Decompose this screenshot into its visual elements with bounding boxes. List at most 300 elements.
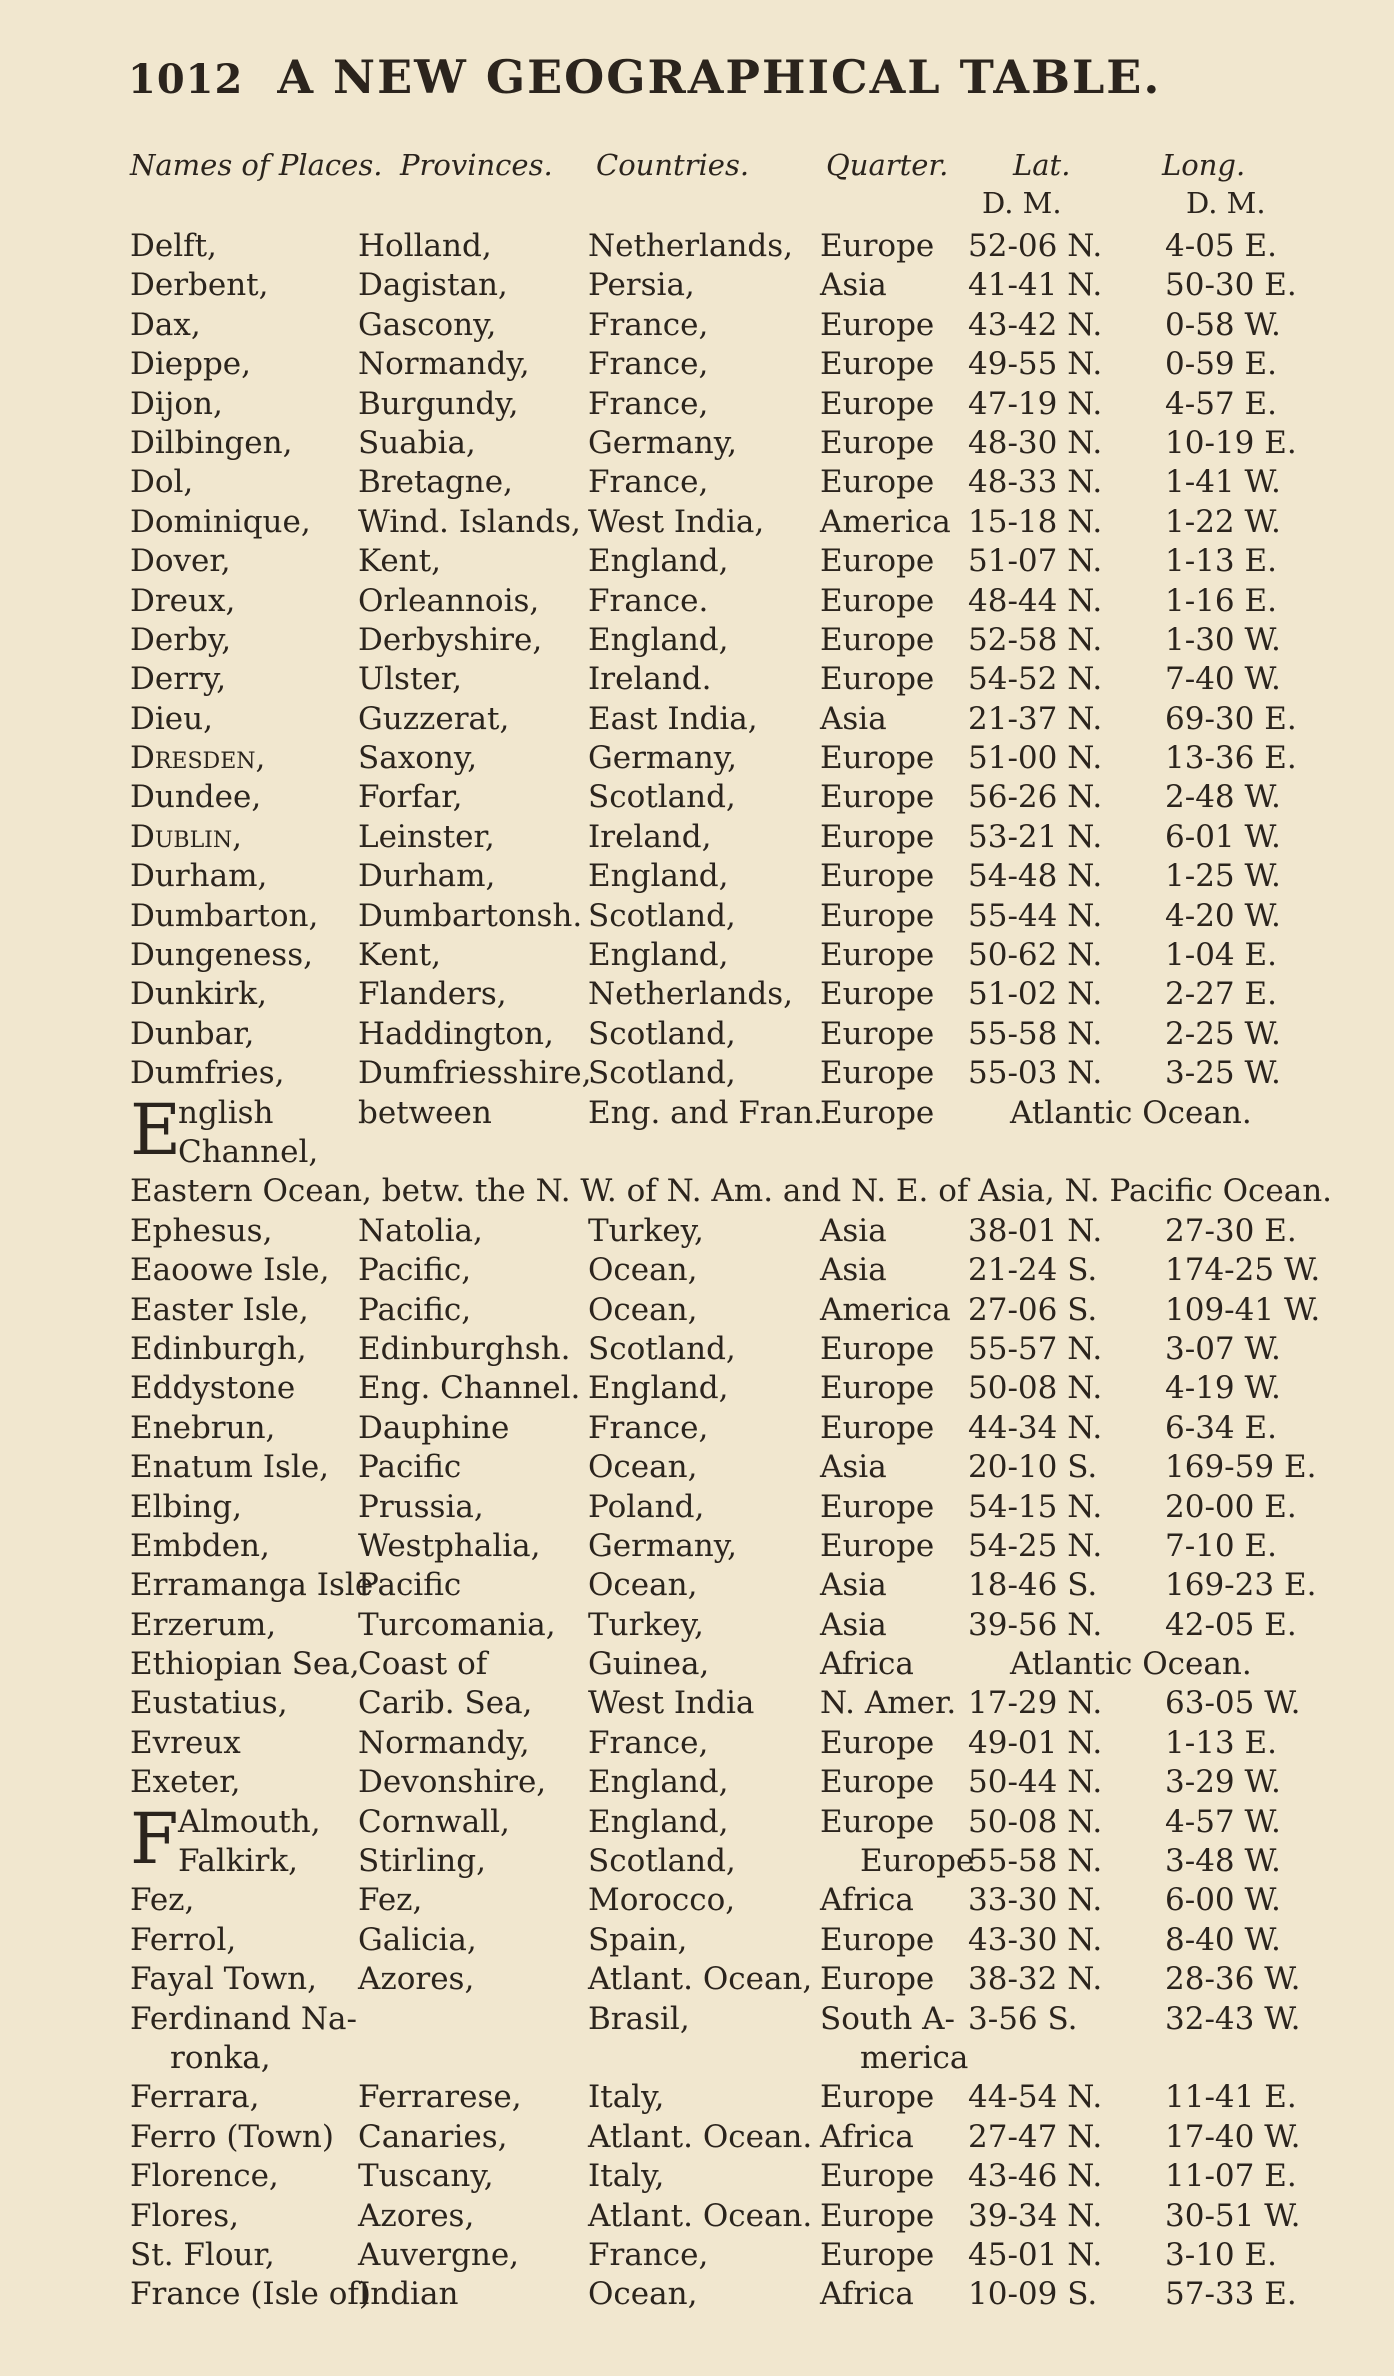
latitude: 38-01 N. [968, 1212, 1103, 1249]
quarter-continued: Europe [860, 1843, 975, 1880]
quarter: Europe [820, 1961, 935, 1998]
province: Ulster, [358, 661, 463, 698]
latitude: 52-06 N. [968, 228, 1103, 264]
place-name: Dundee, [130, 779, 262, 816]
latitude: 27-06 S. [968, 1291, 1098, 1328]
province: Leinster, [358, 818, 495, 855]
ocean-note: Atlantic Ocean. [1010, 1094, 1252, 1131]
longitude: 32-43 W. [1165, 2000, 1301, 2037]
quarter: Europe [820, 779, 935, 816]
quarter: Europe [820, 424, 935, 461]
province: Pacific [358, 1567, 462, 1604]
table-row [0, 464, 1394, 503]
country: England, [588, 1803, 729, 1840]
longitude: 6-34 E. [1165, 1409, 1277, 1446]
quarter: Europe [820, 1094, 935, 1131]
country: Ireland, [588, 818, 712, 855]
latitude: 54-15 N. [968, 1488, 1103, 1525]
latitude: 17-29 N. [968, 1685, 1103, 1722]
quarter: Europe [820, 228, 935, 264]
table-row [0, 1567, 1394, 1606]
quarter: Europe [820, 1015, 935, 1052]
table-row [0, 1055, 1394, 1094]
country: France, [588, 306, 709, 343]
latitude: 15-18 N. [968, 503, 1103, 540]
country: Ocean, [588, 1449, 698, 1486]
province: Dauphine [358, 1409, 510, 1446]
latitude: 47-19 N. [968, 385, 1103, 422]
longitude: 1-41 W. [1165, 464, 1281, 501]
table-row [0, 2158, 1394, 2197]
province: Tuscany, [358, 2158, 494, 2195]
latitude: 54-52 N. [968, 661, 1103, 698]
place-name: St. Flour, [130, 2236, 275, 2273]
table-row [0, 1331, 1394, 1370]
quarter: Asia [820, 1252, 887, 1289]
place-name: Derry, [130, 661, 227, 698]
quarter: Europe [820, 1488, 935, 1525]
latitude: 10-09 S. [968, 2276, 1098, 2313]
country: Germany, [588, 1527, 738, 1564]
longitude: 42-05 E. [1165, 1606, 1297, 1643]
country: Ocean, [588, 1567, 698, 1604]
quarter: Africa [820, 1646, 914, 1683]
country: Poland, [588, 1488, 705, 1525]
quarter: Europe [820, 1764, 935, 1801]
latitude: 38-32 N. [968, 1961, 1103, 1998]
country: Atlant. Ocean, [588, 1961, 813, 1998]
province: Cornwall, [358, 1803, 510, 1840]
province: Haddington, [358, 1015, 554, 1052]
province: Canaries, [358, 2118, 508, 2155]
province: Dagistan, [358, 267, 508, 304]
province: Auvergne, [358, 2236, 520, 2273]
table-row [0, 1410, 1394, 1449]
longitude: 1-25 W. [1165, 858, 1281, 895]
table-row [0, 661, 1394, 700]
table-row [0, 622, 1394, 661]
header-quarter: Quarter. [826, 148, 949, 182]
quarter: N. Amer. [820, 1685, 957, 1722]
place-name: Dieppe, [130, 346, 252, 383]
place-name-continued: Falkirk, [178, 1843, 298, 1880]
country: France, [588, 1409, 709, 1446]
latitude: 51-07 N. [968, 543, 1103, 580]
table-row [0, 740, 1394, 779]
table-row [0, 425, 1394, 464]
header-long: Long. [1162, 148, 1246, 182]
province: Normandy, [358, 346, 530, 383]
country-second: Scotland, [588, 1843, 736, 1880]
place-name: Delft, [130, 228, 217, 264]
drop-cap-letter: E [130, 1088, 182, 1171]
table-row [0, 267, 1394, 306]
quarter: Europe [820, 2158, 935, 2195]
table-row [0, 386, 1394, 425]
table-row [0, 937, 1394, 976]
latitude: 48-30 N. [968, 424, 1103, 461]
latitude-second: 55-58 N. [968, 1843, 1103, 1880]
country: England, [588, 1370, 729, 1407]
place-name: Dax, [130, 306, 201, 343]
province: Forfar, [358, 779, 463, 816]
place-name: Fez, [130, 1882, 195, 1919]
table-row [0, 1173, 1394, 1212]
latitude: 18-46 S. [968, 1567, 1098, 1604]
longitude: 4-57 E. [1165, 385, 1277, 422]
country: France, [588, 464, 709, 501]
place-name: Dublin, [130, 818, 242, 855]
place-name: Eddystone [130, 1370, 296, 1407]
place-name: Dunkirk, [130, 976, 267, 1013]
table-row [0, 1725, 1394, 1764]
country: France. [588, 582, 709, 619]
place-name: Dominique, [130, 503, 311, 540]
country: Scotland, [588, 1330, 736, 1367]
quarter: Europe [820, 858, 935, 895]
place-name-continued: Channel, [178, 1133, 319, 1170]
quarter: Europe [820, 582, 935, 619]
country: Turkey, [588, 1212, 704, 1249]
longitude: 27-30 E. [1165, 1212, 1297, 1249]
place-name: Dover, [130, 543, 231, 580]
degree-minute-headers [0, 186, 1394, 226]
quarter-continued: merica [860, 2040, 969, 2076]
quarter: Europe [820, 346, 935, 383]
table-row [0, 2001, 1394, 2080]
page-header [128, 50, 1161, 110]
latitude: 51-02 N. [968, 976, 1103, 1013]
place-name: Eaoowe Isle, [130, 1252, 330, 1289]
country: Ireland. [588, 661, 712, 698]
place-name: Dreux, [130, 582, 236, 619]
place-name: Ferro (Town) [130, 2118, 334, 2155]
latitude: 52-58 N. [968, 621, 1103, 658]
country: Atlant. Ocean. [588, 2197, 813, 2234]
place-name: Embden, [130, 1527, 270, 1564]
province: Indian [358, 2276, 459, 2313]
country: Brasil, [588, 2000, 690, 2037]
province: Turcomania, [358, 1606, 556, 1643]
longitude: 13-36 E. [1165, 740, 1297, 777]
table-row [0, 1292, 1394, 1331]
province: Holland, [358, 228, 492, 264]
quarter: Asia [820, 1212, 887, 1249]
longitude: 28-36 W. [1165, 1961, 1301, 1998]
longitude: 109-41 W. [1165, 1291, 1321, 1328]
country: England, [588, 937, 729, 974]
latitude: 56-26 N. [968, 779, 1103, 816]
longitude: 4-20 W. [1165, 897, 1281, 934]
place-name: Dumfries, [130, 1055, 285, 1092]
latitude: 54-48 N. [968, 858, 1103, 895]
place-name: Erramanga Isle [130, 1567, 374, 1604]
quarter: Africa [820, 2276, 914, 2313]
country: Netherlands, [588, 976, 794, 1013]
longitude: 11-07 E. [1165, 2158, 1297, 2195]
latitude: 3-56 S. [968, 2000, 1078, 2037]
province-second: Stirling, [358, 1843, 486, 1880]
place-name: Derbent, [130, 267, 269, 304]
province: Eng. Channel. [358, 1370, 581, 1407]
country: East India, [588, 700, 758, 737]
table-row [0, 858, 1394, 897]
province: Burgundy, [358, 385, 519, 422]
place-name: Fayal Town, [130, 1961, 317, 1998]
latitude: 44-54 N. [968, 2079, 1103, 2116]
header-countries: Countries. [596, 148, 750, 182]
province: Wind. Islands, [358, 503, 581, 540]
longitude: 169-59 E. [1165, 1449, 1317, 1486]
drop-cap-letter: F [130, 1797, 179, 1880]
table-row [0, 1685, 1394, 1724]
longitude: 3-07 W. [1165, 1330, 1281, 1367]
quarter: Europe [820, 937, 935, 974]
country: Persia, [588, 267, 695, 304]
table-row [0, 504, 1394, 543]
place-name: Durham, [130, 858, 268, 895]
header-names: Names of Places. [130, 148, 383, 182]
longitude: 1-13 E. [1165, 1724, 1277, 1761]
table-row [0, 1922, 1394, 1961]
latitude: 27-47 N. [968, 2118, 1103, 2155]
latitude: 50-08 N. [968, 1803, 1103, 1840]
country: Atlant. Ocean. [588, 2118, 813, 2155]
longitude: 30-51 W. [1165, 2197, 1301, 2234]
quarter: Europe [820, 2197, 935, 2234]
province: Pacific, [358, 1291, 472, 1328]
place-name: Dumbarton, [130, 897, 319, 934]
quarter: Asia [820, 1449, 887, 1486]
latitude: 53-21 N. [968, 818, 1103, 855]
country: England, [588, 543, 729, 580]
province: Westphalia, [358, 1527, 541, 1564]
longitude: 10-19 E. [1165, 424, 1297, 461]
quarter: Europe [820, 1409, 935, 1446]
quarter: Europe [820, 385, 935, 422]
country: Scotland, [588, 897, 736, 934]
longitude: 2-25 W. [1165, 1015, 1281, 1052]
country: Morocco, [588, 1882, 736, 1919]
ocean-note: Atlantic Ocean. [1010, 1646, 1252, 1683]
place-name: Dresden, [130, 740, 266, 777]
table-row [0, 346, 1394, 385]
place-name: Flores, [130, 2197, 240, 2234]
province: Galicia, [358, 1921, 477, 1958]
country: Ocean, [588, 1252, 698, 1289]
province: Prussia, [358, 1488, 484, 1525]
latitude: 50-62 N. [968, 937, 1103, 974]
place-name: Florence, [130, 2158, 279, 2195]
table-row [0, 2198, 1394, 2237]
quarter: Europe [820, 464, 935, 501]
table-row [0, 1449, 1394, 1488]
quarter: Africa [820, 2118, 914, 2155]
place-name: Dunbar, [130, 1015, 255, 1052]
table-row [0, 1213, 1394, 1252]
place-name: Dijon, [130, 385, 223, 422]
longitude: 69-30 E. [1165, 700, 1297, 737]
country: England, [588, 621, 729, 658]
longitude: 1-16 E. [1165, 582, 1277, 619]
place-full-entry: Eastern Ocean, betw. the N. W. of N. Am. and N. E. of Asia, N. Pacific Ocean. [130, 1173, 1333, 1210]
table-row [0, 819, 1394, 858]
table-row [0, 1370, 1394, 1409]
latitude: 20-10 S. [968, 1449, 1098, 1486]
longitude: 57-33 E. [1165, 2276, 1297, 2313]
latitude: 41-41 N. [968, 267, 1103, 304]
quarter: Europe [820, 1330, 935, 1367]
place-name: Exeter, [130, 1764, 241, 1801]
quarter: Europe [820, 897, 935, 934]
quarter: Asia [820, 1606, 887, 1643]
longitude: 1-04 E. [1165, 937, 1277, 974]
longitude: 20-00 E. [1165, 1488, 1297, 1525]
place-name: Edinburgh, [130, 1330, 307, 1367]
province: Flanders, [358, 976, 507, 1013]
province: Orleannois, [358, 582, 540, 619]
country: Guinea, [588, 1646, 710, 1683]
quarter: Europe [820, 1724, 935, 1761]
table-row [0, 1252, 1394, 1291]
longitude: 7-40 W. [1165, 661, 1281, 698]
latitude: 55-44 N. [968, 897, 1103, 934]
country: Italy, [588, 2079, 665, 2116]
province: Devonshire, [358, 1764, 547, 1801]
province: Azores, [358, 1961, 475, 1998]
quarter: Europe [820, 621, 935, 658]
country: France, [588, 1724, 709, 1761]
place-name: Ferrara, [130, 2079, 260, 2116]
country: Scotland, [588, 1055, 736, 1092]
place-name: Derby, [130, 621, 232, 658]
country: France, [588, 2236, 709, 2273]
place-name: Elbing, [130, 1488, 242, 1525]
quarter: Africa [820, 1882, 914, 1919]
country: England, [588, 858, 729, 895]
province: Pacific [358, 1449, 462, 1486]
place-name: Almouth, [178, 1803, 321, 1840]
longitude: 4-19 W. [1165, 1370, 1281, 1407]
table-row [0, 701, 1394, 740]
longitude: 0-58 W. [1165, 306, 1281, 343]
table-row [0, 1607, 1394, 1646]
longitude: 7-10 E. [1165, 1527, 1277, 1564]
quarter: Europe [820, 2079, 935, 2116]
longitude: 6-01 W. [1165, 818, 1281, 855]
table-row [0, 1961, 1394, 2000]
table-row [0, 1088, 1394, 1174]
province: Ferrarese, [358, 2079, 522, 2116]
latitude: 48-33 N. [968, 464, 1103, 501]
province: Edinburghsh. [358, 1330, 571, 1367]
longitude: 4-05 E. [1165, 228, 1277, 264]
table-row [0, 1764, 1394, 1803]
place-name: Enatum Isle, [130, 1449, 330, 1486]
province: Kent, [358, 937, 441, 974]
latitude: 33-30 N. [968, 1882, 1103, 1919]
table-row [0, 1797, 1394, 1883]
table-row [0, 1882, 1394, 1921]
place-name: Dungeness, [130, 937, 313, 974]
latitude: 21-24 S. [968, 1252, 1098, 1289]
latitude: 44-34 N. [968, 1409, 1103, 1446]
longitude: 8-40 W. [1165, 1921, 1281, 1958]
latitude: 50-44 N. [968, 1764, 1103, 1801]
quarter: America [820, 1291, 951, 1328]
province: Fez, [358, 1882, 423, 1919]
province: Azores, [358, 2197, 475, 2234]
province: Suabia, [358, 424, 476, 461]
province: Kent, [358, 543, 441, 580]
place-name: Erzerum, [130, 1606, 277, 1643]
province: between [358, 1094, 492, 1131]
latitude: 43-46 N. [968, 2158, 1103, 2195]
latitude: 49-55 N. [968, 346, 1103, 383]
quarter: Europe [820, 1527, 935, 1564]
country: Ocean, [588, 2276, 698, 2313]
table-row [0, 1646, 1394, 1685]
place-name: Dieu, [130, 700, 213, 737]
province: Durham, [358, 858, 496, 895]
longitude: 174-25 W. [1165, 1252, 1321, 1289]
table-row [0, 898, 1394, 937]
place-name: Easter Isle, [130, 1291, 309, 1328]
province: Gascony, [358, 306, 497, 343]
province: Coast of [358, 1646, 488, 1683]
longitude: 1-13 E. [1165, 543, 1277, 580]
province: Guzzerat, [358, 700, 510, 737]
longitude: 63-05 W. [1165, 1685, 1301, 1722]
longitude: 11-41 E. [1165, 2079, 1297, 2116]
place-name: France (Isle of) [130, 2276, 371, 2313]
longitude: 169-23 E. [1165, 1567, 1317, 1604]
latitude: 43-42 N. [968, 306, 1103, 343]
latitude: 55-03 N. [968, 1055, 1103, 1092]
country: West India [588, 1685, 755, 1722]
table-row [0, 307, 1394, 346]
province: Bretagne, [358, 464, 513, 501]
column-headers [0, 148, 1394, 188]
table-row [0, 2237, 1394, 2276]
latitude: 39-34 N. [968, 2197, 1103, 2234]
country: Netherlands, [588, 228, 794, 264]
longitude-second: 3-48 W. [1165, 1843, 1281, 1880]
quarter: Europe [820, 306, 935, 343]
country: West India, [588, 503, 765, 540]
province: Carib. Sea, [358, 1685, 533, 1722]
table-row [0, 2119, 1394, 2158]
province: Dumfriesshire, [358, 1055, 592, 1092]
longitude: 0-59 E. [1165, 346, 1277, 383]
latitude: 50-08 N. [968, 1370, 1103, 1407]
latitude: 45-01 N. [968, 2236, 1103, 2273]
table-row [0, 543, 1394, 582]
latitude: 54-25 N. [968, 1527, 1103, 1564]
place-name: Enebrun, [130, 1409, 276, 1446]
place-name: Ephesus, [130, 1212, 273, 1249]
quarter: Europe [820, 543, 935, 580]
latitude: 51-00 N. [968, 740, 1103, 777]
page-number: 1012 [128, 56, 244, 103]
table-row [0, 1528, 1394, 1567]
country: England, [588, 1764, 729, 1801]
longitude: 50-30 E. [1165, 267, 1297, 304]
quarter: America [820, 503, 951, 540]
quarter: Europe [820, 2236, 935, 2273]
quarter: Asia [820, 1567, 887, 1604]
latitude: 48-44 N. [968, 582, 1103, 619]
